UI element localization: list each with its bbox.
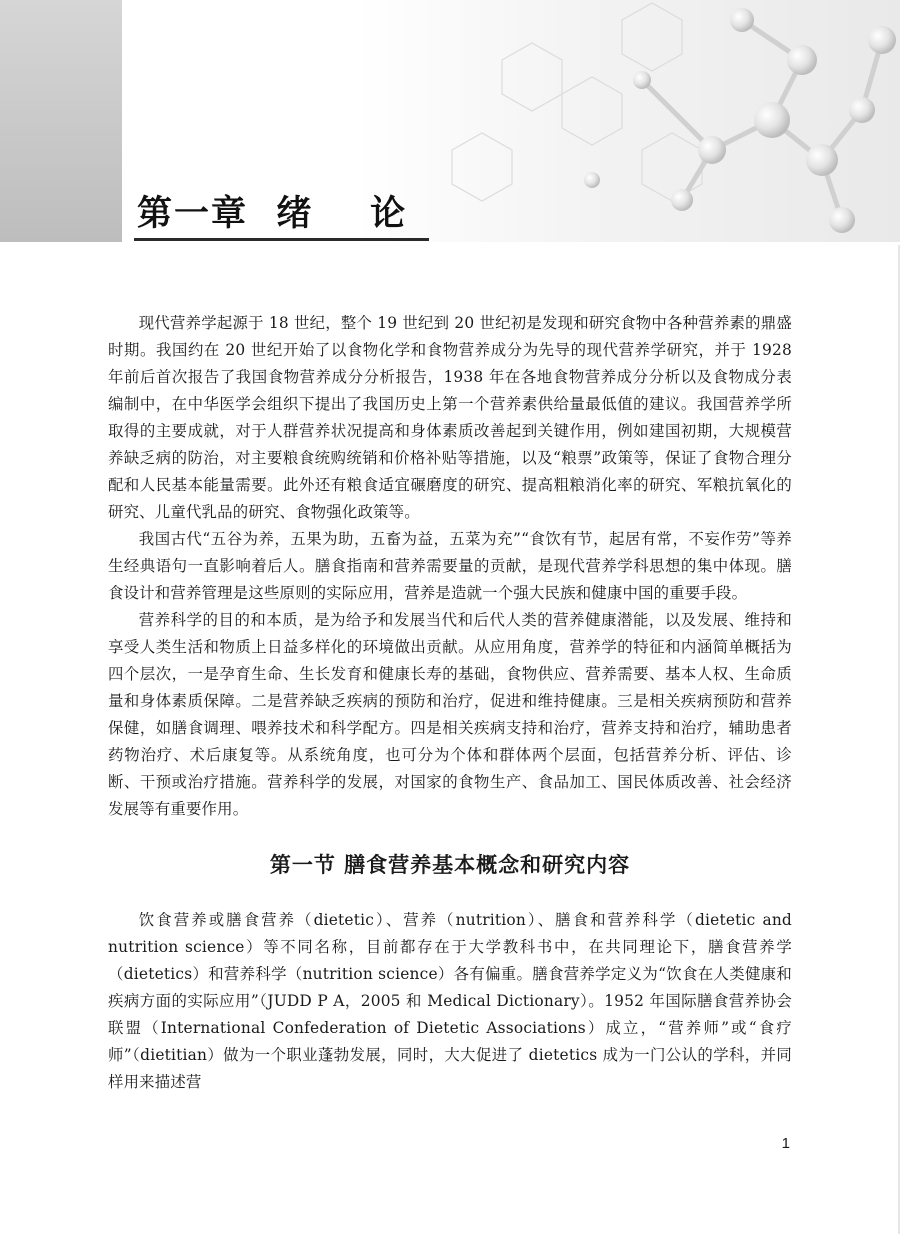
header-side-bar: [0, 0, 122, 242]
page-number: 1: [781, 1135, 790, 1152]
section-paragraph-1: 饮食营养或膳食营养（dietetic）、营养（nutrition）、膳食和营养科学（dietetic and nutrition science）等不同名称，目前都存在于大学教科书中，在共同理论下，膳食营养学（dietetics）和营养科学（nutrition science）各有偏重。膳食营养学定义为“饮食在人类健康和疾病方面的实际应用”（JUDD P A，2005 和 Medical Dictionary）。1952 年国际膳食营养协会联盟（International Confederation of Dietetic Associations）成立，“营养师”或“食疗师”（dietitian）做为一个职业蓬勃发展，同时，大大促进了 dietetics 成为一门公认的学科，并同样用来描述营: [108, 911, 792, 1091]
intro-paragraph-2: 我国古代“五谷为养，五果为助，五畜为益，五菜为充”“食饮有节，起居有常，不妄作劳”等养生经典语句一直影响着后人。膳食指南和营养需要量的贡献，是现代营养学科思想的集中体现。膳食设计和营养管理是这些原则的实际应用，营养是造就一个强大民族和健康中国的重要手段。: [108, 530, 792, 602]
section-title: 第一节 膳食营养基本概念和研究内容: [269, 853, 631, 877]
intro-paragraph-3: 营养科学的目的和本质，是为给予和发展当代和后代人类的营养健康潜能，以及发展、维持和享受人类生活和物质上日益多样化的环境做出贡献。从应用角度，营养学的特征和内涵简单概括为四个层次，一是孕育生命、生长发育和健康长寿的基础，食物供应、营养需要、基本人权、生命质量和身体素质保障。二是营养缺乏疾病的预防和治疗，促进和维持健康。三是相关疾病预防和营养保健，如膳食调理、喂养技术和科学配方。四是相关疾病支持和治疗，营养支持和治疗，辅助患者药物治疗、术后康复等。从系统角度，也可分为个体和群体两个层面，包括营养分析、评估、诊断、干预或治疗措施。营养科学的发展，对国家的食物生产、食品加工、国民体质改善、社会经济发展等有重要作用。: [108, 611, 792, 818]
chapter-header-banner: [0, 0, 900, 245]
page-content: [108, 310, 792, 1096]
chapter-title: 第一章 绪 论: [137, 194, 408, 234]
intro-paragraph-1: 现代营养学起源于 18 世纪，整个 19 世纪到 20 世纪初是发现和研究食物中各种营养素的鼎盛时期。我国约在 20 世纪开始了以食物化学和食物营养成分为先导的现代营养学研究，并于 1928 年前后首次报告了我国食物营养成分分析报告，1938 年在各地食物营养成分分析以及食物成分表编制中，在中华医学会组织下提出了我国历史上第一个营养素供给量最低值的建议。我国营养学所取得的主要成就，对于人群营养状况提高和身体素质改善起到关键作用，例如建国初期，大规模营养缺乏病的防治，对主要粮食统购统销和价格补贴等措施，以及“粮票”政策等，保证了食物合理分配和人民基本能量需要。此外还有粮食适宜碾磨度的研究、提高粗粮消化率的研究、军粮抗氧化的研究、儿童代乳品的研究、食物强化政策等。: [108, 314, 792, 521]
chapter-title-underline: [134, 238, 429, 241]
